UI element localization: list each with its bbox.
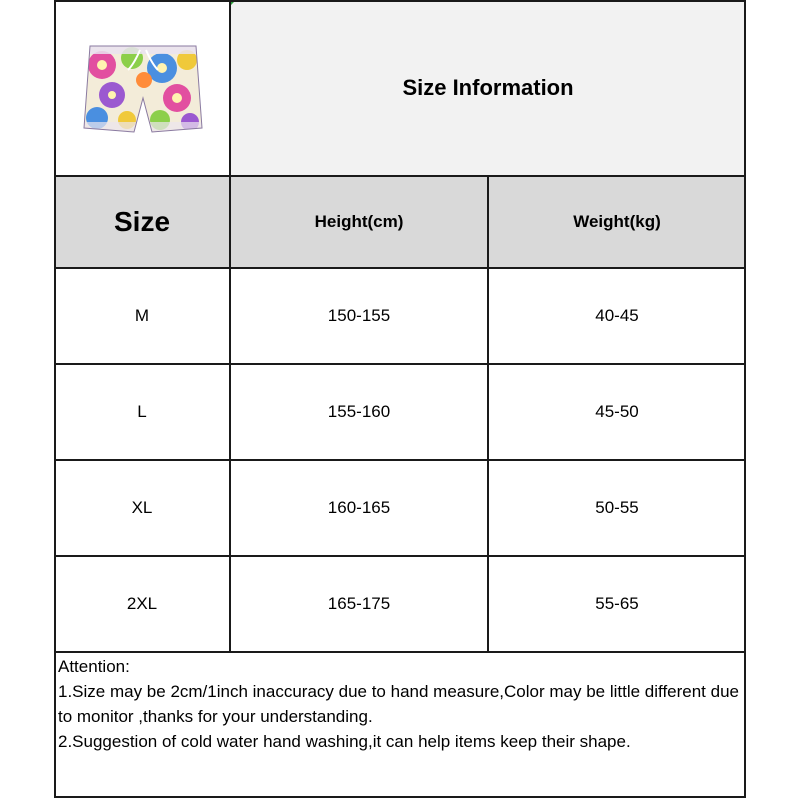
grid-line bbox=[54, 363, 746, 365]
grid-line bbox=[54, 0, 56, 798]
row-l-size bbox=[54, 364, 230, 460]
notes-line-1: 1.Size may be 2cm/1inch inaccuracy due to hand measure,Color may be little different due to monitor ,thanks for your understanding. bbox=[58, 682, 739, 726]
height-value: 165-175 bbox=[327, 594, 391, 613]
grid-line bbox=[54, 651, 746, 653]
title-text: Size Information bbox=[402, 75, 574, 100]
height-value: 160-165 bbox=[327, 498, 391, 517]
header-weight bbox=[488, 176, 746, 268]
header-height-label: Height(cm) bbox=[314, 212, 404, 231]
row-xl-size bbox=[54, 460, 230, 556]
grid-line bbox=[54, 796, 746, 798]
size-value: L bbox=[137, 402, 147, 421]
row-m-size bbox=[54, 268, 230, 364]
weight-value: 50-55 bbox=[595, 498, 639, 517]
grid-line bbox=[54, 555, 746, 557]
row-l-height bbox=[230, 364, 488, 460]
grid-line bbox=[54, 267, 746, 269]
header-size-label: Size bbox=[113, 206, 171, 237]
row-2xl-size bbox=[54, 556, 230, 652]
header-size bbox=[54, 176, 230, 268]
header-height bbox=[230, 176, 488, 268]
notes-heading: Attention: bbox=[58, 657, 130, 676]
row-xl-height bbox=[230, 460, 488, 556]
row-2xl-height bbox=[230, 556, 488, 652]
weight-value: 55-65 bbox=[595, 594, 639, 613]
size-value: 2XL bbox=[126, 594, 158, 613]
height-value: 150-155 bbox=[327, 306, 391, 325]
height-value: 155-160 bbox=[327, 402, 391, 421]
grid-line bbox=[229, 0, 231, 652]
row-2xl-weight bbox=[488, 556, 746, 652]
attention-notes bbox=[54, 652, 746, 798]
product-image-cell bbox=[54, 0, 230, 176]
row-m-height bbox=[230, 268, 488, 364]
weight-value: 40-45 bbox=[595, 306, 639, 325]
size-chart bbox=[54, 0, 746, 798]
size-value: M bbox=[134, 306, 150, 325]
floral-shorts-image bbox=[82, 40, 204, 140]
size-value: XL bbox=[131, 498, 153, 517]
grid-line bbox=[487, 176, 489, 652]
grid-line bbox=[744, 0, 746, 798]
weight-value: 45-50 bbox=[595, 402, 639, 421]
row-l-weight bbox=[488, 364, 746, 460]
row-xl-weight bbox=[488, 460, 746, 556]
grid-line bbox=[54, 0, 746, 2]
row-m-weight bbox=[488, 268, 746, 364]
grid-line bbox=[54, 175, 746, 177]
grid-line bbox=[54, 459, 746, 461]
page-title bbox=[230, 0, 746, 176]
notes-line-2: 2.Suggestion of cold water hand washing,it can help items keep their shape. bbox=[58, 732, 631, 751]
header-weight-label: Weight(kg) bbox=[573, 212, 661, 231]
